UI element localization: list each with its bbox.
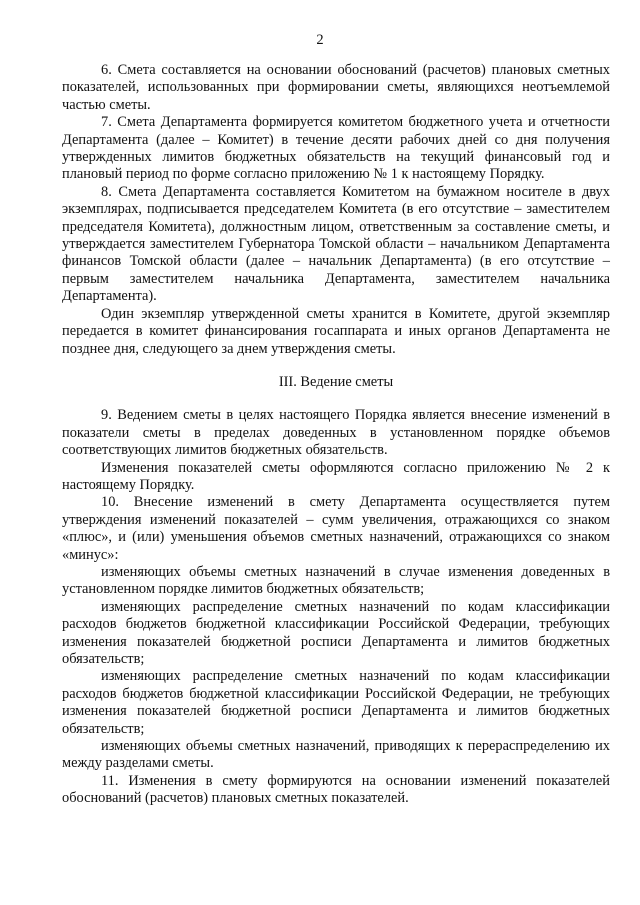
- paragraph-7: 7. Смета Департамента формируется комитетом бюджетного учета и отчетности Департамента (далее – Комитет) в течение десяти рабочих дней со дня получения утвержденных лимитов бюджетных обязательств на текущий финансовый год и плановый период по форме согласно приложению № 1 к настоящему Порядку.: [62, 114, 610, 183]
- list-item-requiring-changes: изменяющих распределение сметных назначений по кодам классификации расходов бюджетов бюджетной классификации Российской Федерации, требующих изменения показателей бюджетной росписи Департамента и лимитов бюджетных обязательств;: [62, 598, 610, 667]
- paragraph-copy-storage: Один экземпляр утвержденной сметы хранится в Комитете, другой экземпляр передается в комитет финансирования госаппарата и иных органов Департамента не позднее дня, следующего за днем утверждения сметы.: [62, 305, 610, 357]
- section-heading: III. Ведение сметы: [278, 373, 394, 390]
- list-item-limits-change: изменяющих объемы сметных назначений в случае изменения доведенных в установленном порядке лимитов бюджетных обязательств;: [62, 563, 610, 598]
- page-number: 2: [316, 32, 324, 48]
- paragraph-6: 6. Смета составляется на основании обоснований (расчетов) плановых сметных показателей, использованных при формировании сметы, являющихся неотъемлемой частью сметы.: [62, 62, 610, 113]
- paragraph-10: 10. Внесение изменений в смету Департамента осуществляется путем утверждения изменений показателей – сумм увеличения, отражающихся со знаком «плюс», и (или) уменьшения объемов сметных назначений, отражающихся со знаком «минус»:: [62, 494, 610, 563]
- document-body: [62, 62, 610, 808]
- list-item-not-requiring-changes: изменяющих распределение сметных назначений по кодам классификации расходов бюджетов бюджетной классификации Российской Федерации, не требующих изменения показателей бюджетной росписи Департамента и лимитов бюджетных обязательств;: [62, 668, 610, 737]
- paragraph-changes-form: Изменения показателей сметы оформляются согласно приложению № 2 к настоящему Порядку.: [62, 459, 610, 493]
- list-item-redistribution: изменяющих объемы сметных назначений, приводящих к перераспределению их между разделами сметы.: [62, 738, 610, 772]
- paragraph-9: 9. Ведением сметы в целях настоящего Порядка является внесение изменений в показатели сметы в пределах доведенных в установленном порядке объемов соответствующих лимитов бюджетных обязательств.: [62, 407, 610, 459]
- paragraph-11: 11. Изменения в смету формируются на основании изменений показателей обоснований (расчетов) плановых сметных показателей.: [62, 772, 610, 807]
- paragraph-8: 8. Смета Департамента составляется Комитетом на бумажном носителе в двух экземплярах, подписывается председателем Комитета (в его отсутствие – заместителем председателя Комитета), должностным лицом, ответственным за составление сметы, и утверждается заместителем Губернатора Томской области – начальником Департамента финансов Томской области (далее – начальник Департамента) (в его отсутствие – первым заместителем начальника Департамента, заместителем начальника Департамента).: [62, 183, 610, 305]
